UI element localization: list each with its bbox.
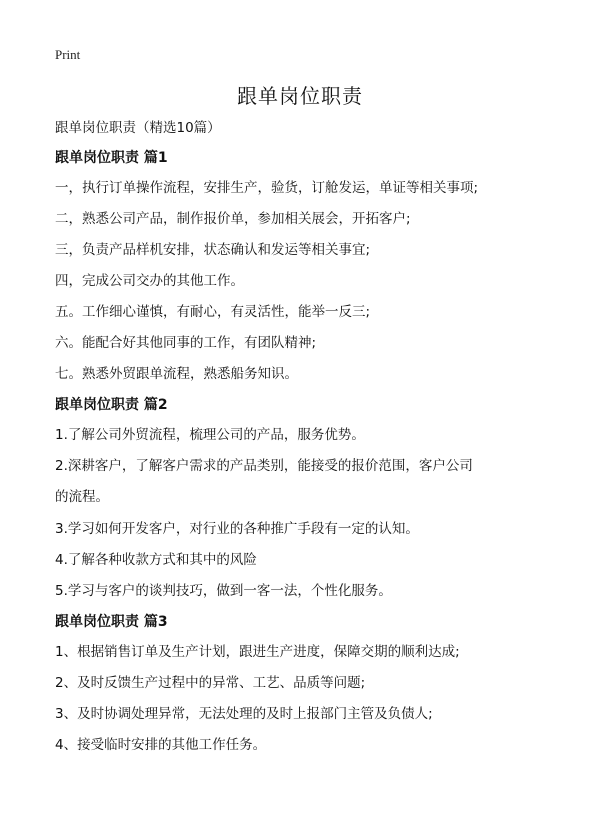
section-1 bbox=[55, 148, 575, 384]
print-label: Print bbox=[55, 47, 81, 62]
list-item: 3、及时协调处理异常，无法处理的及时上报部门主管及负债人; bbox=[55, 706, 433, 722]
list-item: 五。工作细心谨慎，有耐心，有灵活性，能举一反三; bbox=[55, 304, 371, 320]
section-heading: 跟单岗位职责 篇3 bbox=[55, 614, 168, 630]
list-item: 2.深耕客户，了解客户需求的产品类别，能接受的报价范围，客户公司的流程。 bbox=[55, 458, 473, 505]
document-body bbox=[55, 118, 575, 766]
list-item: 1、根据销售订单及生产计划，跟进生产进度，保障交期的顺利达成; bbox=[55, 644, 460, 660]
list-item: 2、及时反馈生产过程中的异常、工艺、品质等问题; bbox=[55, 675, 366, 691]
section-heading: 跟单岗位职责 篇1 bbox=[55, 150, 168, 166]
document-subtitle: 跟单岗位职责（精选10篇） bbox=[55, 120, 221, 136]
list-item: 六。能配合好其他同事的工作，有团队精神; bbox=[55, 335, 317, 351]
list-item: 4、接受临时安排的其他工作任务。 bbox=[55, 737, 267, 753]
list-item: 4.了解各种收款方式和其中的风险 bbox=[55, 552, 257, 568]
list-item: 1.了解公司外贸流程，梳理公司的产品，服务优势。 bbox=[55, 427, 365, 443]
list-item: 5.学习与客户的谈判技巧，做到一客一法，个性化服务。 bbox=[55, 583, 392, 599]
list-item: 三，负责产品样机安排，状态确认和发运等相关事宜; bbox=[55, 242, 371, 258]
list-item: 二，熟悉公司产品，制作报价单，参加相关展会，开拓客户; bbox=[55, 211, 411, 227]
page-title: 跟单岗位职责 bbox=[237, 84, 363, 108]
section-heading: 跟单岗位职责 篇2 bbox=[55, 397, 168, 413]
section-3 bbox=[55, 612, 575, 755]
list-item: 七。熟悉外贸跟单流程，熟悉船务知识。 bbox=[55, 366, 298, 382]
list-item: 一，执行订单操作流程，安排生产，验货，订舱发运，单证等相关事项; bbox=[55, 180, 479, 196]
section-2 bbox=[55, 395, 575, 601]
list-item: 3.学习如何开发客户，对行业的各种推广手段有一定的认知。 bbox=[55, 521, 419, 537]
list-item: 四，完成公司交办的其他工作。 bbox=[55, 273, 244, 289]
